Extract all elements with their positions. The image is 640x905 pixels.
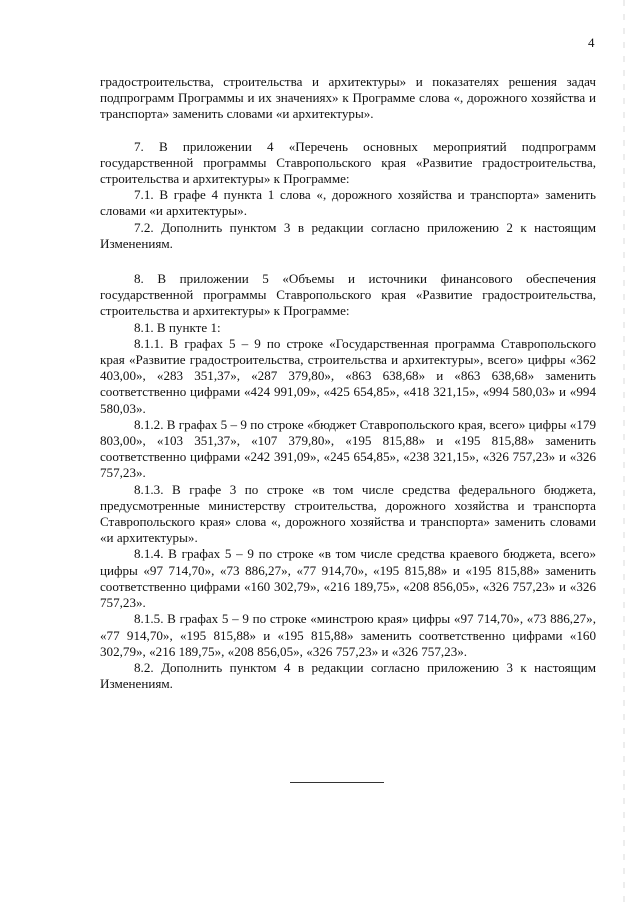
paragraph-continuation: градостроительства, строительства и архитектуры» и показателях решения задач подпрограмм Программы и их значениях» к Программе слова «, дорожного хозяйства и транспорта» заменить словами «и архитектуры». — [100, 74, 596, 122]
page-number: 4 — [588, 35, 595, 50]
paragraph-8-1-2: 8.1.2. В графах 5 – 9 по строке «бюджет Ставропольского края, всего» цифры «179 803,00», «103 351,37», «107 379,80», «195 815,88» и «195 815,88» заменить соответственно цифрами «242 391,09», «245 654,85», «238 321,15», «326 757,23» и «326 757,23». — [100, 416, 596, 481]
document-body — [100, 74, 596, 692]
paragraph-7-1: 7.1. В графе 4 пункта 1 слова «, дорожного хозяйства и транспорта» заменить словами «и архитектуры». — [100, 187, 596, 219]
paragraph-8: 8. В приложении 5 «Объемы и источники финансового обеспечения государственной программы Ставропольского края «Развитие градостроительства, строительства и архитектуры» к Программе: — [100, 271, 596, 319]
paragraph-8-1-3: 8.1.3. В графе 3 по строке «в том числе средства федерального бюджета, предусмотренные министерству строительства, дорожного хозяйства и транспорта Ставропольского края» слова «, дорожного хозяйства и транспорта» заменить словами «и архитектуры». — [100, 481, 596, 546]
scan-edge-artifact — [623, 0, 625, 905]
end-divider-line — [290, 782, 384, 783]
paragraph-7: 7. В приложении 4 «Перечень основных мероприятий подпрограмм государственной программы Ставропольского края «Развитие градостроительства, строительства и архитектуры» к Программе: — [100, 138, 596, 187]
paragraph-8-1-4: 8.1.4. В графах 5 – 9 по строке «в том числе средства краевого бюджета, всего» цифры «97 714,70», «73 886,27», «77 914,70», «195 815,88» и «195 815,88» заменить соответственно цифрами «160 302,79», «216 189,75», «208 856,05», «326 757,23» и «326 757,23». — [100, 546, 596, 611]
paragraph-8-1: 8.1. В пункте 1: — [134, 319, 221, 335]
paragraph-7-2: 7.2. Дополнить пунктом 3 в редакции согласно приложению 2 к настоящим Изменениям. — [100, 219, 596, 251]
paragraph-8-1-1: 8.1.1. В графах 5 – 9 по строке «Государственная программа Ставропольского края «Развитие градостроительства, строительства и архитектуры», всего» цифры «362 403,00», «283 351,37», «287 379,80», «863 638,68» и «863 638,68» заменить соответственно цифрами «424 991,09», «425 654,85», «418 321,15», «994 580,03» и «994 580,03». — [100, 335, 596, 416]
paragraph-8-2: 8.2. Дополнить пунктом 4 в редакции согласно приложению 3 к настоящим Изменениям. — [100, 659, 596, 692]
paragraph-8-1-5: 8.1.5. В графах 5 – 9 по строке «минстрою края» цифры «97 714,70», «73 886,27», «77 914,70», «195 815,88» и «195 815,88» заменить соответственно цифрами «160 302,79», «216 189,75», «208 856,05», «326 757,23» и «326 757,23». — [100, 611, 596, 659]
